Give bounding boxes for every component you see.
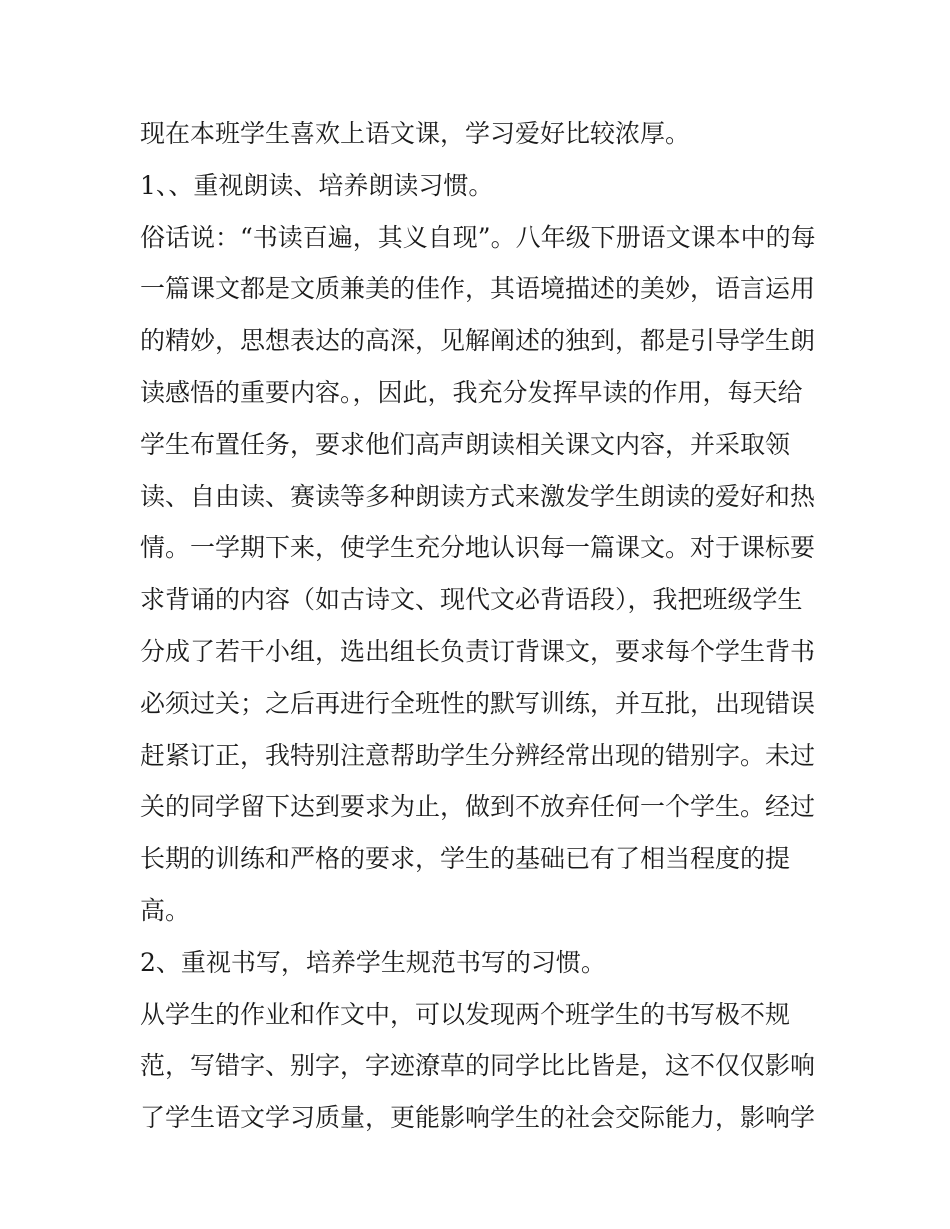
text-line: 读感悟的重要内容。，因此，我充分发挥早读的作用，每天给 [140,377,803,407]
text-line: 必须过关；之后再进行全班性的默写训练，并互批，出现错误 [140,688,816,718]
text-line: 读、自由读、赛读等多种朗读方式来激发学生朗读的爱好和热 [140,481,816,511]
text-line: 赶紧订正，我特别注意帮助学生分辨经常出现的错别字。未过 [140,740,816,770]
text-line: 关的同学留下达到要求为止，做到不放弃任何一个学生。经过 [140,792,816,822]
text-line: 一篇课文都是文质兼美的佳作，其语境描述的美妙，语言运用 [140,274,816,304]
text-line: 俗话说：“书读百遍，其义自现”。八年级下册语文课本中的每 [140,222,816,252]
text-line: 高。 [140,895,191,925]
text-line: 求背诵的内容（如古诗文、现代文必背语段），我把班级学生 [140,585,803,615]
text-line: 了学生语文学习质量，更能影响学生的社会交际能力，影响学 [140,1103,816,1133]
section-heading: 2、重视书写，培养学生规范书写的习惯。 [140,947,606,977]
text-line: 分成了若干小组，选出组长负责订背课文，要求每个学生背书 [140,636,816,666]
text-line: 范，写错字、别字，字迹潦草的同学比比皆是，这不仅仅影响 [140,1051,816,1081]
text-line: 现在本班学生喜欢上语文课，学习爱好比较浓厚。 [140,119,691,148]
text-line: 学生布置任务，要求他们高声朗读相关课文内容，并采取领 [140,429,791,459]
text-line: 长期的训练和严格的要求，学生的基础已有了相当程度的提 [140,844,791,874]
text-line: 的精妙，思想表达的高深，见解阐述的独到，都是引导学生朗 [140,326,816,356]
section-heading: 1、、重视朗读、培养朗读习惯。 [140,170,494,200]
text-line: 从学生的作业和作文中，可以发现两个班学生的书写极不规 [140,999,791,1029]
text-line: 情。一学期下来，使学生充分地认识每一篇课文。对于课标要 [140,533,816,563]
document-body [140,108,820,1144]
